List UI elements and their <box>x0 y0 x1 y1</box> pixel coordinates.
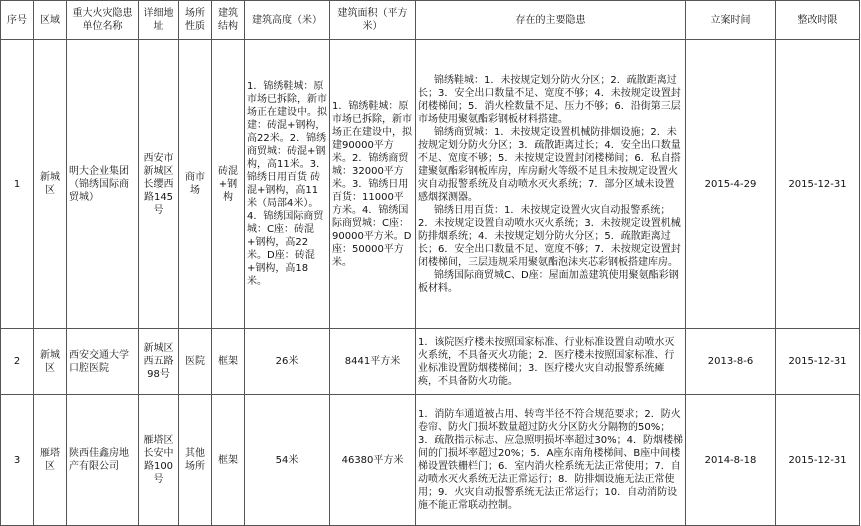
header-area-size: 建筑面积（平方米） <box>330 1 416 40</box>
header-height: 建筑高度（米） <box>245 1 330 40</box>
row-nature: 其他场所 <box>179 395 212 526</box>
row-height: 26米 <box>245 329 330 395</box>
hazard-paragraph: 1．该院医疗楼未按照国家标准、行业标准设置自动喷水灭火系统，不具备灭火功能；2．医疗楼未按照国家标准、行业标准设置防烟楼梯间；3．医疗楼火灾自动报警系统瘫痪，不具备防火功能。 <box>418 336 675 387</box>
row-date: 2013-8-6 <box>686 329 776 395</box>
row-area-size: 46380平方米 <box>330 395 416 526</box>
row-area: 新城区 <box>34 40 67 329</box>
header-address: 详细地址 <box>139 1 179 40</box>
row-nature: 商市场 <box>179 40 212 329</box>
header-no: 序号 <box>1 1 34 40</box>
hazard-paragraph: 锦绣国际商贸城C、D座：屋面加盖建筑使用聚氨酯彩钢板材料。 <box>418 269 679 294</box>
hazard-paragraph: 锦绣鞋城：1．未按规定划分防火分区；2．疏散距离过长；3．安全出口数量不足、宽度不够；4．未按规定设置封闭楼梯间；5．消火栓数量不足、压力不够；6．沿街第三层市场使用聚氨酯彩钢板材料搭建。 <box>418 74 681 125</box>
row-structure: 框架 <box>212 329 245 395</box>
header-unit: 重大火灾隐患单位名称 <box>67 1 139 40</box>
row-no: 1 <box>1 40 34 329</box>
header-area: 区域 <box>34 1 67 40</box>
row-area-size: 8441平方米 <box>330 329 416 395</box>
row-unit: 西安交通大学口腔医院 <box>67 329 139 395</box>
table-row <box>1 40 860 329</box>
header-deadline: 整改时限 <box>776 1 860 40</box>
row-hazards <box>416 40 686 329</box>
row-area-size: 1．锦绣鞋城：原市场已拆除，新市场正在建设中，拟建90000平方米。2．锦绣商贸城：32000平方米。3．锦绣日用百货：11000平方米。4．锦绣国际商贸城：C座：90000平方米。D座：50000平方米。 <box>330 40 416 329</box>
row-area: 新城区 <box>34 329 67 395</box>
row-height: 1．锦绣鞋城：原市场已拆除，新市场正在建设中。拟建：砖混+钢构，高22米。2．锦绣商贸城：砖混+钢构，高11米。3．锦绣日用百货 砖混+钢构，高11米（局部4米）。4．锦绣国际商贸城：C座：砖混+钢构，高22米。D座：砖混+钢构，高18米。 <box>245 40 330 329</box>
hazard-paragraph: 锦绣日用百货：1．未按规定设置火灾自动报警系统；2．未按规定设置自动喷水灭火系统；3．未按规定设置机械防排烟系统；4．未按规定划分防火分区；5．疏散距离过长；6．安全出口数量不足、宽度不够；7．未按规定设置封闭楼梯间，三层违规采用聚氨酯泡沫夹芯彩钢板搭建库房。 <box>418 204 681 268</box>
row-address: 西安市新城区长缨西路145号 <box>139 40 179 329</box>
row-structure: 框架 <box>212 395 245 526</box>
row-no: 3 <box>1 395 34 526</box>
row-address: 雁塔区长安中路100号 <box>139 395 179 526</box>
table-row <box>1 329 860 395</box>
table-row <box>1 395 860 526</box>
row-address: 新城区西五路98号 <box>139 329 179 395</box>
row-unit: 明大企业集团（锦绣国际商贸城） <box>67 40 139 329</box>
hazard-paragraph: 锦绣商贸城：1．未按规定设置机械防排烟设施；2．未按规定划分防火分区；3．疏散距离过长；4．安全出口数量不足、宽度不够；5．未按规定设置封闭楼梯间；6．私自搭建聚氨酯彩钢板库房，库房耐火等级不足且未按规定设置火灾自动报警系统及自动喷水灭火系统；7．部分区域未设置感烟探测器。 <box>418 126 681 203</box>
row-hazards <box>416 329 686 395</box>
row-no: 2 <box>1 329 34 395</box>
row-date: 2015-4-29 <box>686 40 776 329</box>
row-hazards <box>416 395 686 526</box>
header-date: 立案时间 <box>686 1 776 40</box>
header-row <box>1 1 860 40</box>
row-unit: 陕西佳鑫房地产有限公司 <box>67 395 139 526</box>
hazard-paragraph: 1．消防车通道被占用、转弯半径不符合规范要求；2．防火卷帘、防火门损坏数量超过防火分区防火分隔物的50%；3．疏散指示标志、应急照明损坏率超过30%；4．防烟楼梯间的门损坏率超过20%；5．A座东南角楼梯间、B座中间楼梯设置铁栅栏门；6．室内消火栓系统无法正常使用；7．自动喷水灭火系统无法正常运行；8．防排烟设施无法正常使用；9．火灾自动报警系统无法正常运行；10．自动消防设施不能正常联动控制。 <box>418 409 683 511</box>
row-deadline: 2015-12-31 <box>776 329 860 395</box>
header-hazards: 存在的主要隐患 <box>416 1 686 40</box>
row-deadline: 2015-12-31 <box>776 40 860 329</box>
row-nature: 医院 <box>179 329 212 395</box>
header-nature: 场所性质 <box>179 1 212 40</box>
row-area: 雁塔区 <box>34 395 67 526</box>
row-date: 2014-8-18 <box>686 395 776 526</box>
row-deadline: 2015-12-31 <box>776 395 860 526</box>
row-structure: 砖混+钢构 <box>212 40 245 329</box>
row-height: 54米 <box>245 395 330 526</box>
header-structure: 建筑结构 <box>212 1 245 40</box>
